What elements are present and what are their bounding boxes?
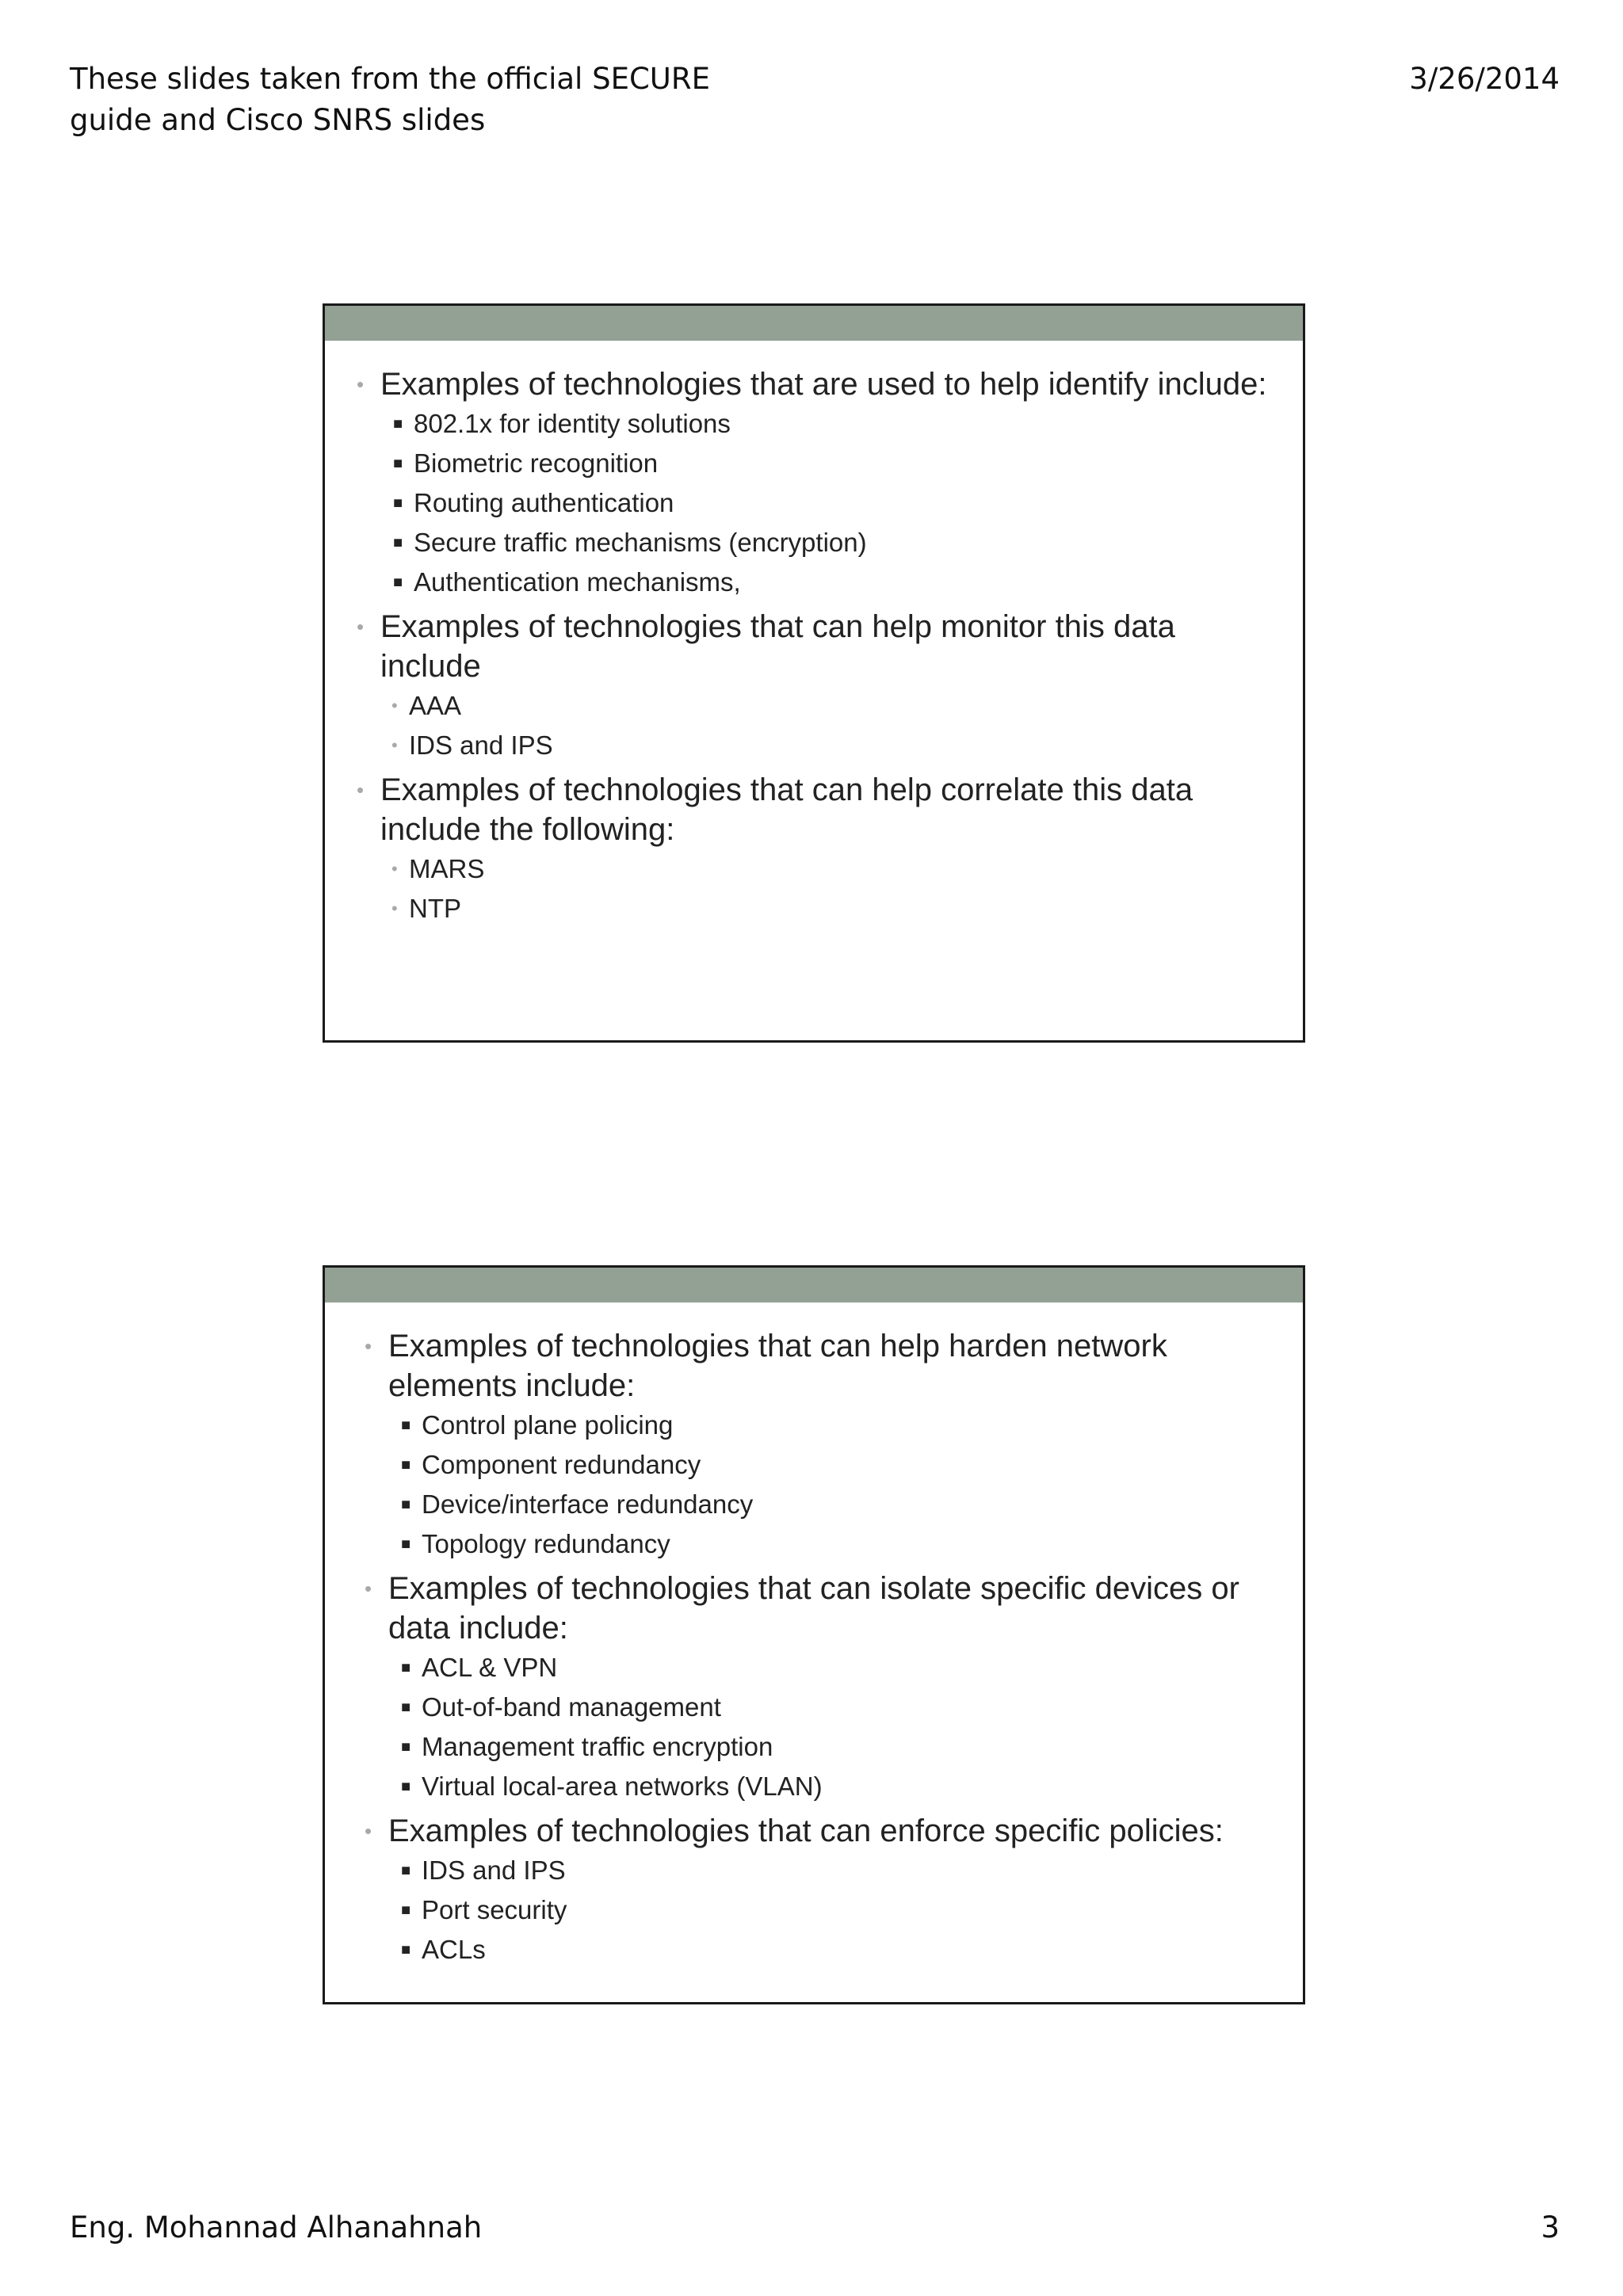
- list-item: ■ Port security: [365, 1890, 1271, 1930]
- list-item: ■ ACLs: [365, 1930, 1271, 1970]
- list-item: ■ Component redundancy: [365, 1445, 1271, 1485]
- slide-2: [323, 1265, 1305, 2004]
- list-item: ■ 802.1x for identity solutions: [357, 404, 1271, 444]
- list-item: ■ Management traffic encryption: [365, 1727, 1271, 1767]
- slide-1: [323, 303, 1305, 1043]
- list-item: ■ Virtual local-area networks (VLAN): [365, 1767, 1271, 1806]
- list-item: ■ ACL & VPN: [365, 1648, 1271, 1688]
- list-item: ■ Routing authentication: [357, 483, 1271, 523]
- slide-2-bullet-enforce: • Examples of technologies that can enforce specific policies:: [365, 1811, 1271, 1851]
- slide-2-bullet-isolate: • Examples of technologies that can isolate specific devices or data include:: [365, 1569, 1271, 1648]
- slide-1-bullet-correlate: • Examples of technologies that can help correlate this data include the following:: [357, 770, 1271, 849]
- page-number: 3: [1541, 2210, 1560, 2245]
- list-item: ■ Topology redundancy: [365, 1524, 1271, 1564]
- list-item: ■ IDS and IPS: [365, 1851, 1271, 1890]
- header-title-line-2: guide and Cisco SNRS slides: [70, 103, 486, 137]
- list-item: • IDS and IPS: [357, 726, 1271, 765]
- list-item: ■ Secure traffic mechanisms (encryption): [357, 523, 1271, 563]
- slide-2-bullet-harden: • Examples of technologies that can help harden network elements include:: [365, 1326, 1271, 1405]
- slide-1-title-bar: [325, 306, 1303, 341]
- slide-1-bullet-identify: • Examples of technologies that are used to help identify include:: [357, 364, 1271, 404]
- list-item: ■ Device/interface redundancy: [365, 1485, 1271, 1524]
- slide-1-body: [325, 341, 1303, 929]
- list-item: ■ Biometric recognition: [357, 444, 1271, 483]
- header-date: 3/26/2014: [1409, 62, 1560, 96]
- list-item: ■ Control plane policing: [365, 1405, 1271, 1445]
- list-item: • MARS: [357, 849, 1271, 889]
- list-item: • AAA: [357, 686, 1271, 726]
- footer-author: Eng. Mohannad Alhanahnah: [70, 2210, 483, 2245]
- header-title-line-1: These slides taken from the official SECURE: [70, 62, 710, 96]
- slide-1-bullet-monitor: • Examples of technologies that can help monitor this data include: [357, 607, 1271, 686]
- list-item: ■ Authentication mechanisms,: [357, 563, 1271, 602]
- page-header-title: [70, 59, 720, 141]
- list-item: ■ Out-of-band management: [365, 1688, 1271, 1727]
- slide-2-title-bar: [325, 1268, 1303, 1302]
- slide-2-body: [325, 1302, 1303, 1970]
- list-item: • NTP: [357, 889, 1271, 929]
